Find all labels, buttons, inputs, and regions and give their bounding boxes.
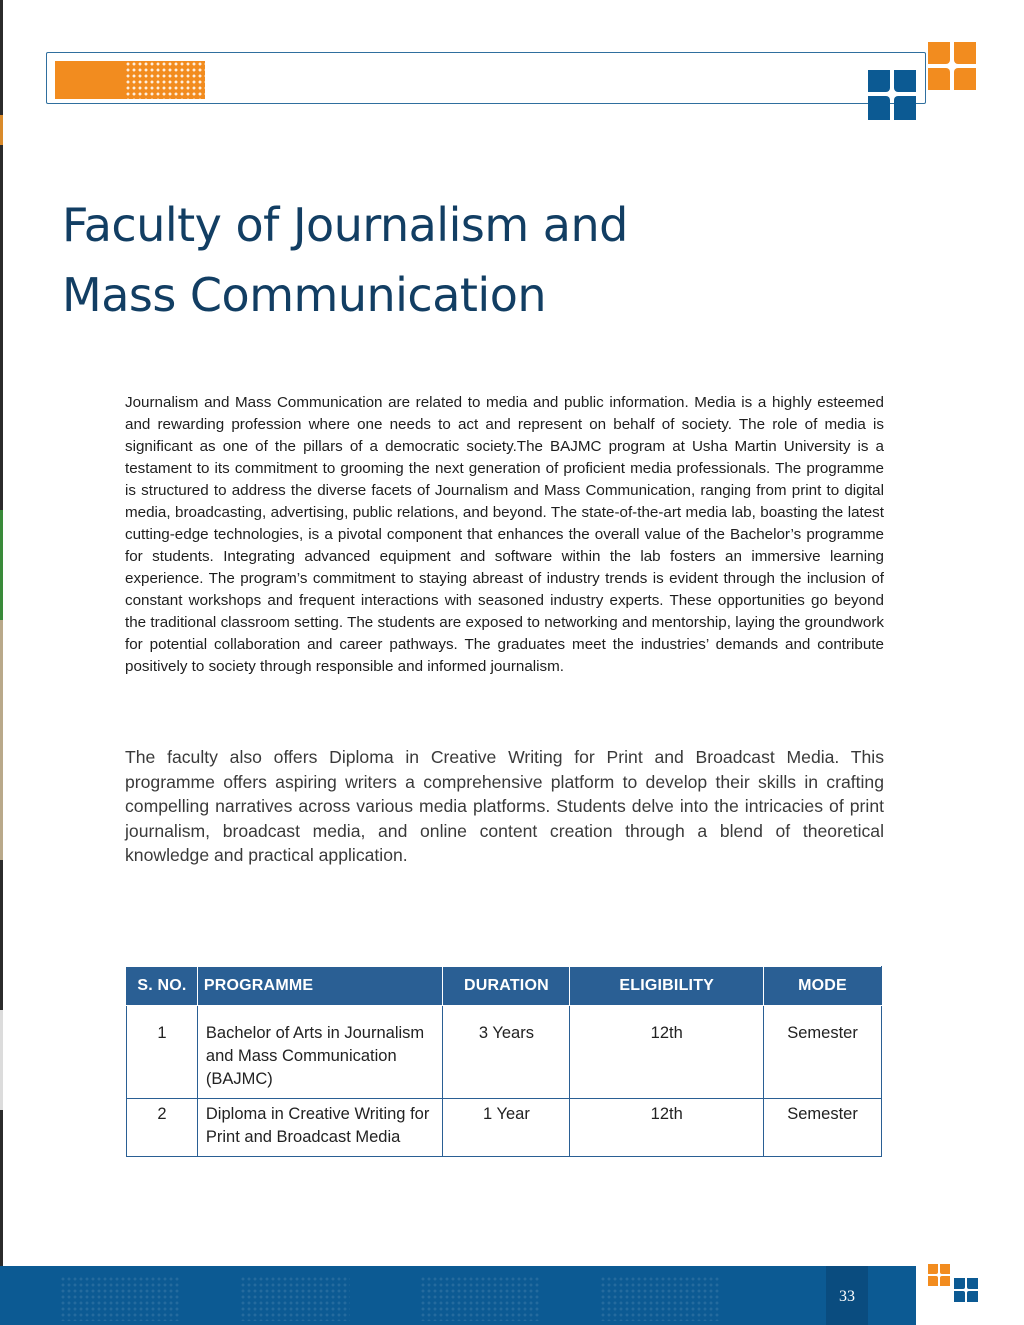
clover-logo-icon — [926, 1262, 980, 1304]
footer-band — [0, 1266, 916, 1325]
cell-s-no: 2 — [127, 1099, 198, 1157]
programmes-table — [126, 966, 882, 1157]
header-eligibility: ELIGIBILITY — [570, 967, 764, 1006]
header-dot-pattern — [125, 61, 205, 99]
cell-duration: 1 Year — [443, 1099, 570, 1157]
intro-paragraph: Journalism and Mass Communication are related to media and public information. Media is a highly esteemed and rewarding profession where one needs to act and represent on behalf of society. The role of media is significant as one of the pillars of a democratic society.The BAJMC program at Usha Martin University is a testament to its commitment to grooming the next generation of proficient media professionals. The programme is structured to address the diverse facets of Journalism and Mass Communication, ranging from print to digital media, broadcasting, advertising, public relations, and beyond. The state-of-the-art media lab, boasting the latest cutting-edge technologies, is a pivotal component that enhances the overall value of the Bachelor’s programme for students. Integrating advanced equipment and software within the lab fosters an immersive learning experience. The program’s commitment to staying abreast of industry trends is evident through the inclusion of constant workshops and frequent interactions with seasoned industry experts. These opportunities go beyond the traditional classroom setting. The students are exposed to networking and mentorship, laying the groundwork for potential collaboration and career pathways. The graduates meet the industries’ demands and contribute positively to society through responsible and informed journalism. — [125, 394, 884, 675]
cell-eligibility: 12th — [570, 1099, 764, 1157]
page-title-line-1: Faculty of Journalism and — [62, 198, 628, 252]
footer-dot-pattern — [240, 1276, 350, 1321]
cell-mode: Semester — [764, 1099, 882, 1157]
page-title-line-2: Mass Communication — [62, 268, 546, 322]
header-orange-block — [55, 61, 205, 99]
table-row — [127, 1006, 882, 1099]
table-header-row — [127, 967, 882, 1006]
cell-programme: Diploma in Creative Writing for Print and Broadcast Media — [197, 1099, 443, 1157]
edge-gray-mark — [0, 1010, 3, 1110]
header-s-no: S. NO. — [127, 967, 198, 1006]
cell-duration: 3 Years — [443, 1006, 570, 1099]
edge-green-mark — [0, 510, 3, 620]
page-number: 33 — [839, 1288, 855, 1305]
edge-orange-mark — [0, 115, 3, 145]
header-band — [46, 52, 926, 104]
header-duration: DURATION — [443, 967, 570, 1006]
edge-tan-mark — [0, 620, 3, 860]
cell-eligibility: 12th — [570, 1006, 764, 1099]
page-title — [62, 190, 628, 330]
cell-s-no: 1 — [127, 1006, 198, 1099]
cell-mode: Semester — [764, 1006, 882, 1099]
clover-logo-icon — [866, 40, 978, 124]
cell-programme: Bachelor of Arts in Journalism and Mass Communication (BAJMC) — [197, 1006, 443, 1099]
header-programme: PROGRAMME — [197, 967, 443, 1006]
table-row — [127, 1099, 882, 1157]
footer-dot-pattern — [60, 1276, 180, 1321]
footer-dot-pattern — [420, 1276, 540, 1321]
footer-dot-pattern — [600, 1276, 720, 1321]
header-mode: MODE — [764, 967, 882, 1006]
diploma-paragraph: The faculty also offers Diploma in Creative Writing for Print and Broadcast Media. This programme offers aspiring writers a comprehensive platform to develop their skills in crafting compelling narratives across various media platforms. Students delve into the intricacies of print journalism, broadcast media, and online content creation through a blend of theoretical knowledge and practical application. — [125, 747, 884, 865]
